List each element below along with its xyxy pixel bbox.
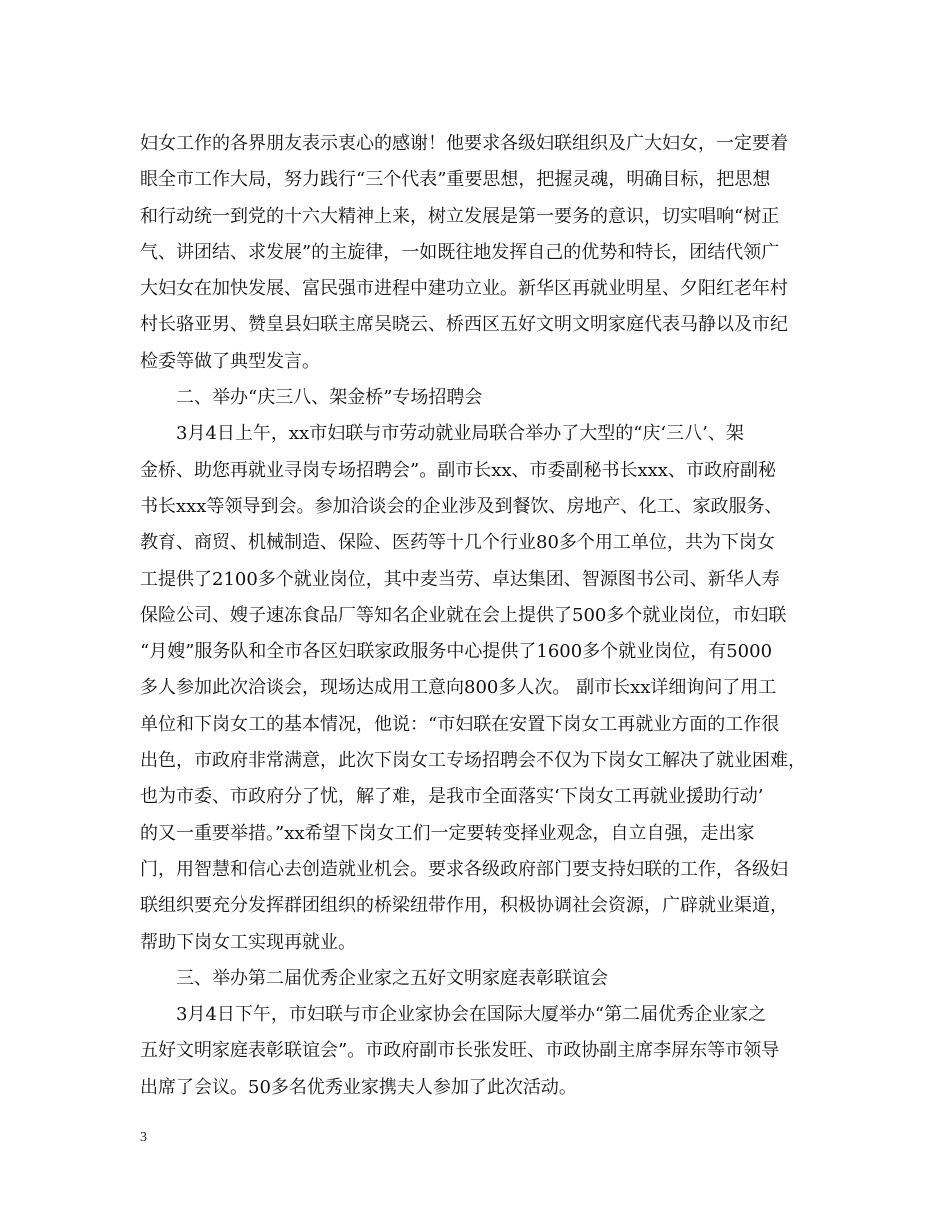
document-body: [140, 126, 820, 1106]
text-line: 妇女工作的各界朋友表示衷心的感谢！他要求各级妇联组织及广大妇女，一定要着: [140, 133, 788, 154]
text-line: 村长骆亚男、赞皇县妇联主席吴晓云、桥西区五好文明文明家庭代表马静以及市纪: [140, 314, 788, 336]
text-line: 教育、商贸、机械制造、保险、医药等十几个行业80多个用工单位，共为下岗女: [140, 532, 775, 554]
text-line: 书长xxx等领导到会。参加洽谈会的企业涉及到餐饮、房地产、化工、家政服务、: [140, 495, 783, 517]
text-line: 检委等做了典型发言。: [140, 350, 320, 372]
text-line: 联组织要充分发挥群团组织的桥梁纽带作用，积极协调社会资源，广辟就业渠道，: [140, 895, 788, 917]
text-line: 单位和下岗女工的基本情况，他说：“市妇联在安置下岗女工再就业方面的工作很: [140, 713, 780, 735]
text-line: 的又一重要举措。”xx希望下岗女工们一定要转变择业观念，自立自强，走出家: [140, 822, 755, 844]
text-line: 眼全市工作大局，努力践行“三个代表”重要思想，把握灵魂，明确目标，把思想: [140, 169, 771, 191]
text-line: 3月4日上午，xx市妇联与市劳动就业局联合举办了大型的“庆‘三八’、架: [176, 423, 744, 445]
text-line: 门，用智慧和信心去创造就业机会。要求各级政府部门要支持妇联的工作，各级妇: [140, 858, 788, 880]
page-number: 3: [140, 1130, 147, 1145]
text-line: 也为市委、市政府分了忧，解了难，是我市全面落实‘下岗女工再就业援助行动’: [140, 786, 764, 808]
text-line: “月嫂”服务队和全市各区妇联家政服务中心提供了1600多个就业岗位，有5000: [140, 641, 773, 663]
text-line: 帮助下岗女工实现再就业。: [140, 931, 356, 953]
text-line: 多人参加此次洽谈会，现场达成用工意向800多人次。 副市长xx详细询问了用工: [140, 677, 777, 699]
text-line: 保险公司、嫂子速冻食品厂等知名企业就在会上提供了500多个就业岗位，市妇联: [140, 604, 787, 626]
text-line: 工提供了2100多个就业岗位，其中麦当劳、卓达集团、智源图书公司、新华人寿: [140, 568, 780, 590]
text-line: 二、举办“庆三八、架金桥”专场招聘会: [176, 387, 483, 409]
text-line: 出席了会议。50多名优秀业家携夫人参加了此次活动。: [140, 1076, 577, 1098]
text-line: 出色，市政府非常满意，此次下岗女工专场招聘会不仅为下岗女工解决了就业困难，: [140, 750, 806, 772]
text-line: 三、举办第二届优秀企业家之五好文明家庭表彰联谊会: [176, 967, 608, 989]
text-line: 3月4日下午，市妇联与市企业家协会在国际大厦举办“第二届优秀企业家之: [176, 1004, 767, 1026]
text-line: 气、讲团结、求发展”的主旋律，一如既往地发挥自己的优势和特长，团结代领广: [140, 241, 780, 263]
text-line: 大妇女在加快发展、富民强市进程中建功立业。新华区再就业明星、夕阳红老年村: [140, 278, 788, 300]
text-line: 和行动统一到党的十六大精神上来，树立发展是第一要务的意识，切实唱响“树正: [140, 205, 780, 227]
text-line: 金桥、助您再就业寻岗专场招聘会”。副市长xx、市委副秘书长xxx、市政府副秘: [140, 459, 776, 481]
text-line: 五好文明家庭表彰联谊会”。市政府副市长张发旺、市政协副主席李屏东等市领导: [140, 1040, 780, 1062]
